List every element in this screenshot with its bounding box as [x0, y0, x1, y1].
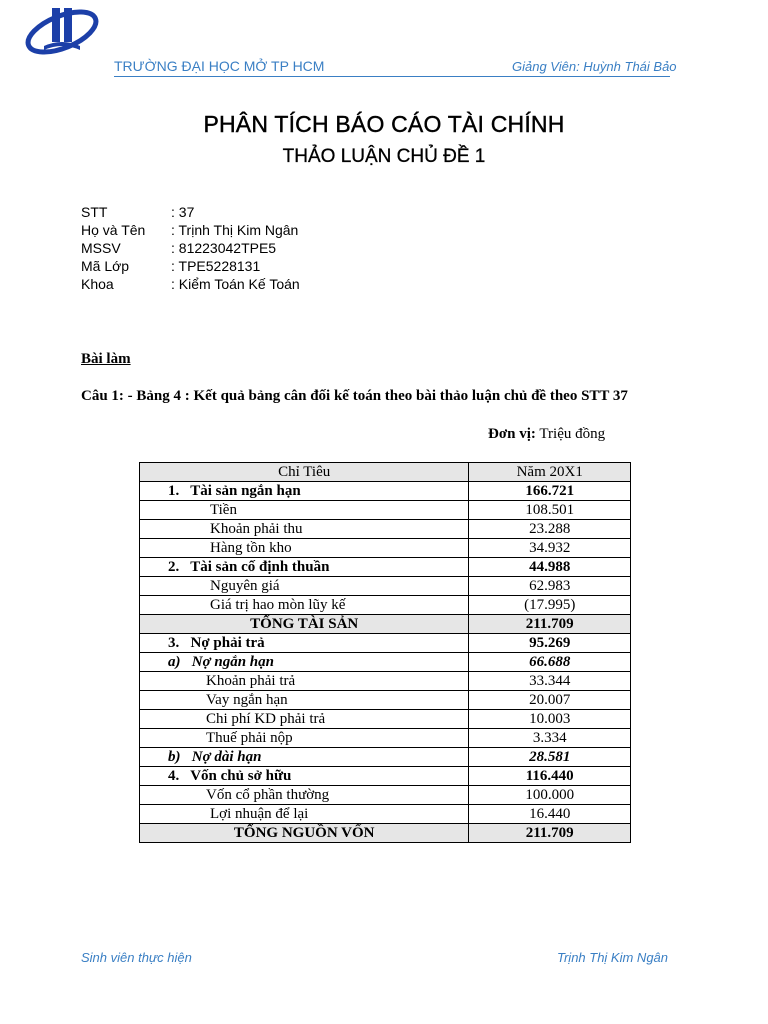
header-divider [114, 76, 670, 77]
info-label: STT [81, 204, 108, 220]
row-indicator: Chi phí KD phải trả [140, 710, 469, 729]
table-row [140, 710, 631, 729]
row-value: 100.000 [469, 786, 631, 805]
row-value: 33.344 [469, 672, 631, 691]
table-row [140, 824, 631, 843]
row-indicator: Tiền [140, 501, 469, 520]
table-row [140, 615, 631, 634]
row-value: 34.932 [469, 539, 631, 558]
row-indicator: Thuế phải nộp [140, 729, 469, 748]
row-indicator: Khoản phải trả [140, 672, 469, 691]
table-row [140, 558, 631, 577]
page-title: PHÂN TÍCH BÁO CÁO TÀI CHÍNH [203, 111, 565, 137]
info-value: : TPE5228131 [171, 258, 261, 274]
row-value: 211.709 [469, 615, 631, 634]
table-row [140, 482, 631, 501]
table-row [140, 653, 631, 672]
info-row [81, 222, 300, 240]
table-row [140, 729, 631, 748]
unit-value: Triệu đồng [539, 426, 606, 442]
info-value: : Trịnh Thị Kim Ngân [171, 222, 299, 238]
row-value: 23.288 [469, 520, 631, 539]
row-indicator: Khoản phải thu [140, 520, 469, 539]
row-indicator: TỔNG NGUỒN VỐN [140, 824, 469, 843]
table-row [140, 634, 631, 653]
row-value: (17.995) [469, 596, 631, 615]
row-indicator: Nguyên giá [140, 577, 469, 596]
row-value: 116.440 [469, 767, 631, 786]
row-value: 211.709 [469, 824, 631, 843]
unit-label: Đơn vị: [488, 426, 536, 442]
row-value: 95.269 [469, 634, 631, 653]
info-value: : 37 [171, 204, 195, 220]
info-value: : 81223042TPE5 [171, 240, 277, 256]
page-subtitle: THẢO LUẬN CHỦ ĐỀ 1 [282, 146, 486, 167]
row-value: 28.581 [469, 748, 631, 767]
info-row [81, 258, 300, 276]
table-row [140, 748, 631, 767]
student-info [81, 204, 300, 294]
table-row [140, 805, 631, 824]
table-row [140, 691, 631, 710]
footer-student-label: Sinh viên thực hiện [81, 950, 192, 965]
section-heading: Bài làm [81, 351, 131, 367]
row-value: 108.501 [469, 501, 631, 520]
row-value: 3.334 [469, 729, 631, 748]
table-row [140, 672, 631, 691]
info-label: Mã Lớp [81, 258, 130, 274]
table-row [140, 501, 631, 520]
table-row [140, 520, 631, 539]
row-indicator: 2. Tài sản cố định thuần [140, 558, 469, 577]
row-indicator: TỔNG TÀI SẢN [140, 615, 469, 634]
info-value: : Kiểm Toán Kế Toán [171, 276, 300, 292]
row-value: 166.721 [469, 482, 631, 501]
row-value: 20.007 [469, 691, 631, 710]
lecturer-name: Giảng Viên: Huỳnh Thái Bảo [512, 59, 677, 74]
table-header-row [140, 463, 631, 482]
info-label: Họ và Tên [81, 222, 146, 238]
column-header-indicator: Chỉ Tiêu [140, 463, 469, 482]
row-indicator: Lợi nhuận để lại [140, 805, 469, 824]
row-indicator: a) Nợ ngắn hạn [140, 653, 469, 672]
row-indicator: Giá trị hao mòn lũy kế [140, 596, 469, 615]
university-logo-icon [24, 2, 100, 58]
table-row [140, 786, 631, 805]
row-value: 62.983 [469, 577, 631, 596]
table-row [140, 539, 631, 558]
column-header-year: Năm 20X1 [469, 463, 631, 482]
info-row [81, 204, 300, 222]
footer-student-name: Trịnh Thị Kim Ngân [557, 950, 669, 965]
unit-line [488, 426, 605, 443]
row-indicator: Vốn cổ phần thường [140, 786, 469, 805]
row-indicator: 3. Nợ phải trả [140, 634, 469, 653]
row-value: 44.988 [469, 558, 631, 577]
info-label: MSSV [81, 240, 121, 256]
row-indicator: 4. Vốn chủ sở hữu [140, 767, 469, 786]
row-value: 16.440 [469, 805, 631, 824]
row-indicator: b) Nợ dài hạn [140, 748, 469, 767]
question-text: Câu 1: - Bảng 4 : Kết quả bảng cân đối kế toán theo bài thảo luận chủ đề theo STT 37 [81, 388, 628, 404]
info-row [81, 240, 300, 258]
info-label: Khoa [81, 276, 114, 292]
row-indicator: 1. Tài sản ngắn hạn [140, 482, 469, 501]
table-row [140, 767, 631, 786]
info-row [81, 276, 300, 294]
row-indicator: Vay ngắn hạn [140, 691, 469, 710]
university-name: TRƯỜNG ĐẠI HỌC MỞ TP HCM [114, 58, 325, 74]
row-indicator: Hàng tồn kho [140, 539, 469, 558]
row-value: 66.688 [469, 653, 631, 672]
row-value: 10.003 [469, 710, 631, 729]
balance-sheet-table [139, 462, 631, 843]
table-row [140, 596, 631, 615]
table-row [140, 577, 631, 596]
